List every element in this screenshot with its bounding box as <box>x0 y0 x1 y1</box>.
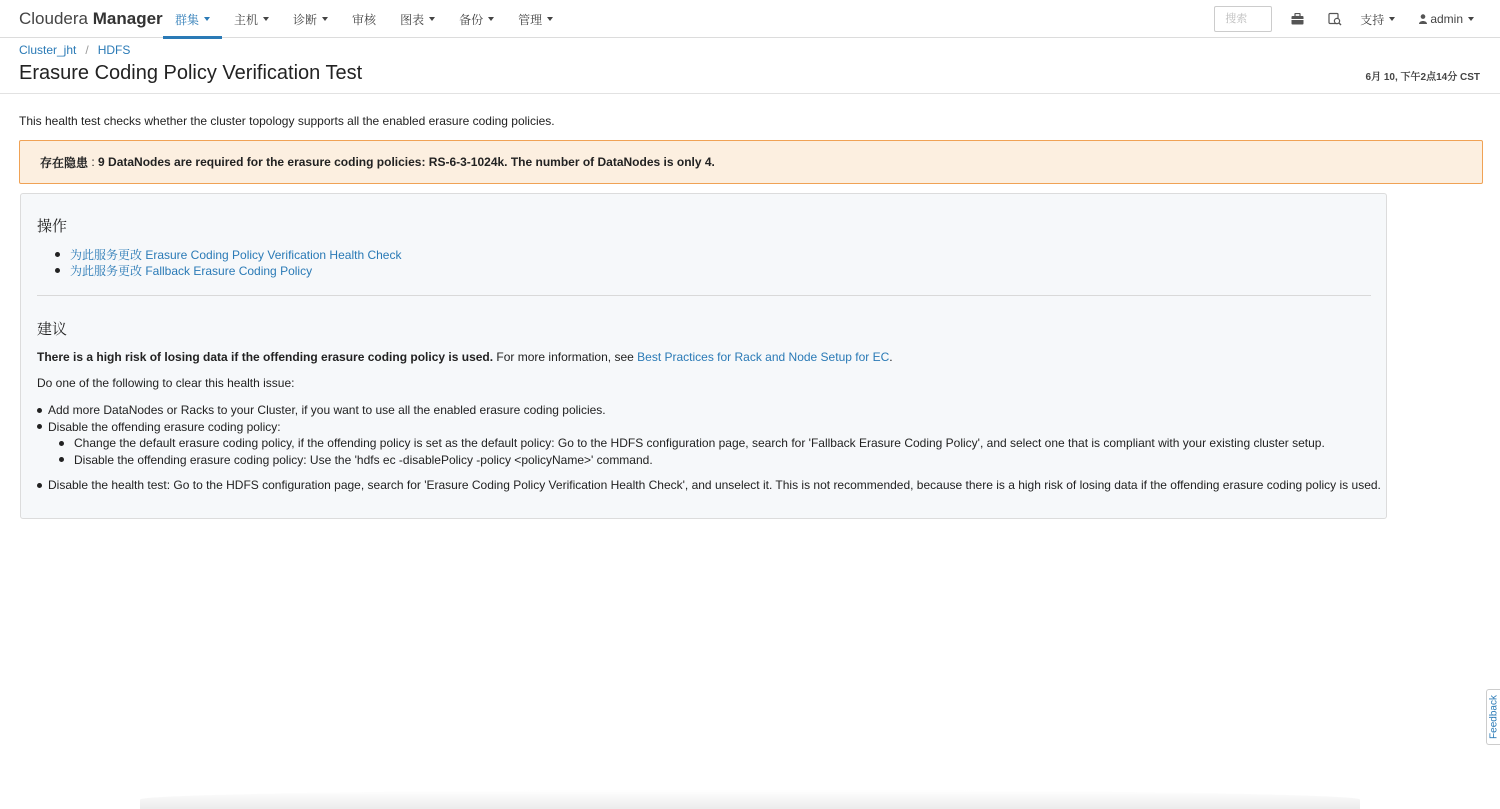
list-item <box>37 452 1381 469</box>
nav-right <box>1214 0 1474 38</box>
nav-diagnostics[interactable] <box>281 0 340 38</box>
nav-clusters[interactable] <box>163 0 222 38</box>
list-item <box>55 246 401 263</box>
section-divider <box>37 295 1371 296</box>
header-divider <box>0 93 1500 94</box>
nav-hosts-label: 主机 <box>234 12 259 27</box>
best-practices-link[interactable]: Best Practices for Rack and Node Setup for EC <box>637 350 890 364</box>
search-input[interactable] <box>1214 6 1272 32</box>
step-add-datanodes: Add more DataNodes or Racks to your Cluster, if you want to use all the enabled erasure coding policies. <box>48 403 606 418</box>
risk-bold-text: There is a high risk of losing data if the offending erasure coding policy is used. <box>37 350 494 364</box>
change-health-check-link[interactable]: 为此服务更改 Erasure Coding Policy Verification Health Check <box>70 247 402 262</box>
nav-diagnostics-label: 诊断 <box>293 12 318 27</box>
nav-backup[interactable] <box>447 0 506 38</box>
user-icon <box>1419 14 1427 24</box>
instructions-intro: Do one of the following to clear this health issue: <box>37 376 295 390</box>
alert-separator: : <box>88 155 99 169</box>
details-panel <box>20 193 1387 519</box>
top-navbar <box>0 0 1500 38</box>
alert-label: 存在隐患 <box>40 155 89 170</box>
step-disable-policy: Disable the offending erasure coding policy: <box>48 419 281 434</box>
warning-alert <box>19 140 1483 184</box>
feedback-label: Feedback <box>1488 695 1499 739</box>
user-label: admin <box>1430 12 1463 26</box>
nav-audits-label: 审核 <box>352 12 377 27</box>
bullet-icon <box>55 252 60 257</box>
substep-disable-command: Disable the offending erasure coding policy: Use the 'hdfs ec -disablePolicy -policy <policyName>' command. <box>74 452 653 467</box>
bullet-icon <box>59 441 64 446</box>
nav-administration[interactable] <box>506 0 565 38</box>
health-test-description: This health test checks whether the cluster topology supports all the enabled erasure coding policies. <box>19 114 555 128</box>
main-menu <box>163 0 565 38</box>
list-item <box>37 402 1381 419</box>
page-title: Erasure Coding Policy Verification Test <box>19 62 363 84</box>
list-item <box>37 477 1381 494</box>
more-info-text: For more information, see <box>493 350 638 364</box>
caret-down-icon <box>488 17 494 21</box>
brand-name-part1: Cloudera <box>19 9 88 28</box>
nav-hosts[interactable] <box>222 0 281 38</box>
caret-down-icon <box>263 17 269 21</box>
caret-down-icon <box>429 17 435 21</box>
caret-down-icon <box>547 17 553 21</box>
caret-down-icon <box>204 17 210 21</box>
bullet-icon <box>37 483 42 488</box>
list-item <box>37 419 1381 436</box>
change-fallback-policy-link[interactable]: 为此服务更改 Fallback Erasure Coding Policy <box>70 264 313 279</box>
nav-charts-label: 图表 <box>400 12 425 27</box>
timestamp: 6月 10, 下午2点14分 CST <box>1365 72 1480 83</box>
bullet-icon <box>59 457 64 462</box>
caret-down-icon <box>1468 17 1474 21</box>
breadcrumb-separator: / <box>85 43 89 57</box>
step-disable-health-test: Disable the health test: Go to the HDFS configuration page, search for 'Erasure Coding Policy Verification Health Check', and unselect it. This is not recommended, because there is a high risk of losing data if the offending erasure coding policy is used. <box>48 478 1381 493</box>
breadcrumb-cluster-link[interactable]: Cluster_jht <box>19 43 77 57</box>
bullet-icon <box>55 268 60 273</box>
bullet-icon <box>37 424 42 429</box>
feedback-tab[interactable] <box>1486 689 1500 745</box>
support-menu[interactable] <box>1360 11 1395 28</box>
nav-clusters-label: 群集 <box>175 12 200 27</box>
nav-backup-label: 备份 <box>459 12 484 27</box>
actions-heading: 操作 <box>37 218 68 235</box>
breadcrumb-service-link[interactable]: HDFS <box>97 43 131 57</box>
caret-down-icon <box>322 17 328 21</box>
alert-message: 9 DataNodes are required for the erasure coding policies: RS-6-3-1024k. The number of DataNodes is only 4. <box>98 155 715 169</box>
nav-charts[interactable] <box>388 0 447 38</box>
support-label: 支持 <box>1360 12 1385 27</box>
brand-logo[interactable] <box>19 9 163 29</box>
period-text: . <box>889 350 893 364</box>
bottom-shadow <box>140 790 1360 809</box>
briefcase-icon[interactable] <box>1284 6 1310 32</box>
caret-down-icon <box>1389 17 1395 21</box>
nav-administration-label: 管理 <box>518 12 543 27</box>
nav-audits[interactable] <box>340 0 388 38</box>
brand-name-part2: Manager <box>92 9 163 28</box>
list-item <box>37 435 1381 452</box>
bullet-icon <box>37 408 42 413</box>
search-commands-icon[interactable] <box>1322 6 1348 32</box>
substep-change-default: Change the default erasure coding policy, if the offending policy is set as the default policy: Go to the HDFS configuration page, search for 'Fallback Erasure Coding Policy', and select one that is compliant with your existing cluster setup. <box>74 436 1325 451</box>
breadcrumb <box>19 43 130 57</box>
remediation-steps <box>37 402 1381 494</box>
list-item <box>55 263 401 280</box>
risk-statement <box>37 350 893 364</box>
recommendations-heading: 建议 <box>37 321 68 338</box>
user-menu[interactable] <box>1419 12 1474 26</box>
actions-list <box>55 246 401 279</box>
